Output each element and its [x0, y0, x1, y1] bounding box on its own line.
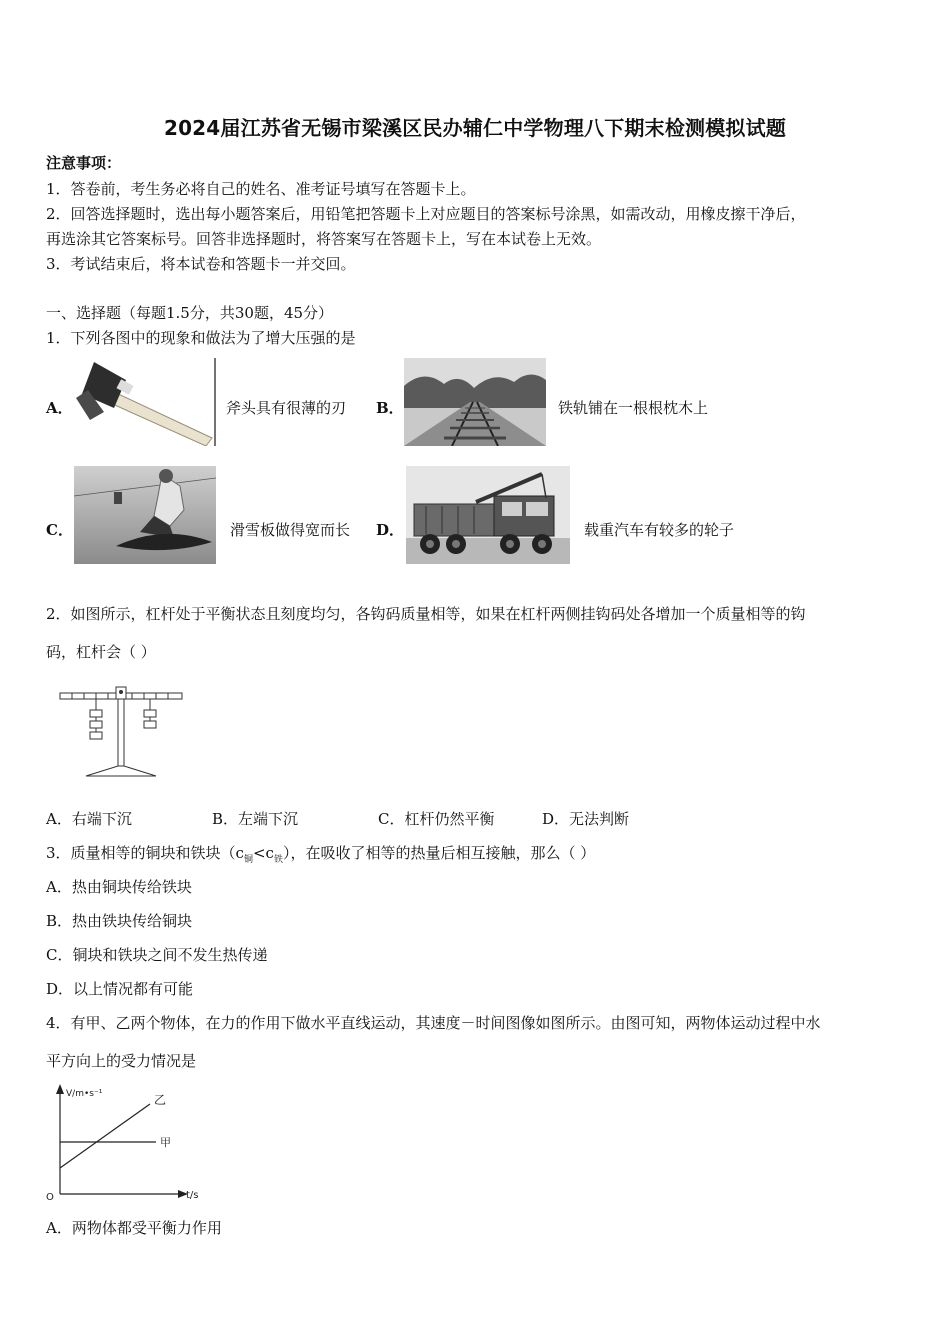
option-text: B．左端下沉: [212, 810, 299, 828]
option-letter: C．: [46, 521, 73, 539]
stem-part: <c: [252, 844, 274, 862]
section-heading: 一、选择题（每题1.5分，共30题，45分）: [46, 304, 334, 322]
notice-heading: 注意事项：: [46, 154, 122, 172]
question-2-stem: 码，杠杆会（ ）: [46, 643, 156, 661]
line-yi-label: 乙: [154, 1093, 167, 1107]
option-text: D．以上情况都有可能: [46, 980, 194, 998]
question-4-stem: 平方向上的受力情况是: [46, 1052, 197, 1070]
question-1-stem: 1．下列各图中的现象和做法为了增大压强的是: [46, 329, 356, 347]
option-text: C．杠杆仍然平衡: [378, 810, 495, 828]
question-3-stem: [46, 842, 595, 865]
option-text: 滑雪板做得宽而长: [230, 521, 351, 539]
option-letter: D．: [376, 521, 405, 539]
option-text: C．铜块和铁块之间不发生热传递: [46, 946, 268, 964]
origin-label: O: [46, 1192, 54, 1203]
page-title: 2024届江苏省无锡市梁溪区民办辅仁中学物理八下期末检测模拟试题: [163, 116, 787, 140]
option-letter: A．: [46, 399, 73, 417]
option-text: D．无法判断: [542, 810, 630, 828]
lever-diagram: [56, 684, 188, 780]
axe-image: [74, 358, 216, 446]
stem-part: ），在吸收了相等的热量后相互接触，那么（ ）: [282, 844, 596, 862]
question-2-stem: 2．如图所示，杠杆处于平衡状态且刻度均匀，各钩码质量相等，如果在杠杆两侧挂钩码处各增加一个质量相等的钩: [46, 605, 806, 623]
option-letter: B．: [376, 399, 404, 417]
truck-image: [406, 466, 570, 564]
option-text: 载重汽车有较多的轮子: [584, 521, 735, 539]
x-axis-label: t/s: [186, 1190, 199, 1201]
option-text: 铁轨铺在一根根枕木上: [558, 399, 709, 417]
option-text: A．右端下沉: [46, 810, 132, 828]
snowboard-image: [74, 466, 216, 564]
stem-part: 3．质量相等的铜块和铁块（c: [46, 844, 244, 862]
option-text: 斧头具有很薄的刃: [226, 399, 347, 417]
notice-item: 3．考试结束后，将本试卷和答题卡一并交回。: [46, 255, 356, 273]
option-text: A．两物体都受平衡力作用: [46, 1219, 222, 1237]
subscript-iron: 铁: [273, 855, 283, 865]
railway-image: [404, 358, 546, 446]
option-text: B．热由铁块传给铜块: [46, 912, 193, 930]
notice-item: 再选涂其它答案标号。回答非选择题时，将答案写在答题卡上，写在本试卷上无效。: [46, 230, 602, 248]
notice-item: 1．答卷前，考生务必将自己的姓名、准考证号填写在答题卡上。: [46, 180, 476, 198]
option-text: A．热由铜块传给铁块: [46, 878, 192, 896]
line-jia-label: 甲: [160, 1136, 171, 1149]
velocity-time-graph: [44, 1080, 210, 1204]
notice-item: 2．回答选择题时，选出每小题答案后，用铅笔把答题卡上对应题目的答案标号涂黑，如需改动，用橡皮擦干净后，: [46, 205, 806, 223]
question-4-stem: 4．有甲、乙两个物体，在力的作用下做水平直线运动，其速度－时间图像如图所示。由图可知，两物体运动过程中水: [46, 1014, 821, 1032]
subscript-copper: 铜: [243, 855, 253, 865]
y-axis-label: V/m•s⁻¹: [66, 1089, 103, 1099]
